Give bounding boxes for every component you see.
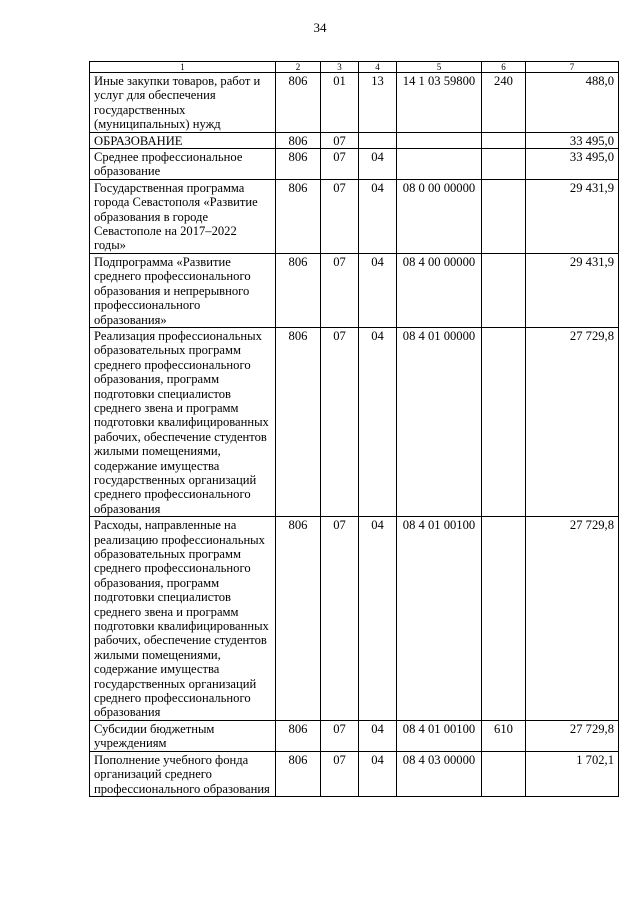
cell-target-article: 08 4 01 00100 (397, 517, 482, 721)
table-row (90, 517, 619, 721)
table-row (90, 132, 619, 148)
cell-admin-code: 806 (276, 253, 321, 327)
cell-subsection: 04 (359, 253, 397, 327)
cell-amount: 29 431,9 (526, 179, 619, 253)
cell-expense-type (482, 179, 526, 253)
column-header: 1 (90, 62, 276, 73)
cell-target-article (397, 149, 482, 180)
cell-target-article: 08 4 03 00000 (397, 751, 482, 796)
cell-subsection (359, 132, 397, 148)
cell-amount: 33 495,0 (526, 132, 619, 148)
cell-subsection: 04 (359, 720, 397, 751)
cell-admin-code: 806 (276, 132, 321, 148)
cell-admin-code: 806 (276, 751, 321, 796)
column-header: 2 (276, 62, 321, 73)
table-header (90, 62, 619, 73)
cell-target-article: 08 0 00 00000 (397, 179, 482, 253)
cell-section: 07 (321, 132, 359, 148)
table-row (90, 73, 619, 133)
table-body (90, 73, 619, 797)
cell-section: 07 (321, 149, 359, 180)
row-name: ОБРАЗОВАНИЕ (90, 132, 276, 148)
table-row (90, 179, 619, 253)
cell-section: 07 (321, 253, 359, 327)
cell-section: 07 (321, 751, 359, 796)
cell-target-article (397, 132, 482, 148)
page-number: 34 (313, 20, 327, 35)
column-header: 5 (397, 62, 482, 73)
cell-admin-code: 806 (276, 720, 321, 751)
cell-section: 07 (321, 720, 359, 751)
cell-subsection: 04 (359, 179, 397, 253)
cell-amount: 29 431,9 (526, 253, 619, 327)
column-header: 4 (359, 62, 397, 73)
row-name: Подпрограмма «Развитие среднего профессионального образования и непрерывного профессионального образования» (90, 253, 276, 327)
cell-expense-type (482, 253, 526, 327)
cell-amount: 488,0 (526, 73, 619, 133)
cell-target-article: 08 4 01 00100 (397, 720, 482, 751)
cell-subsection: 04 (359, 517, 397, 721)
row-name: Пополнение учебного фонда организаций среднего профессионального образования (90, 751, 276, 796)
header-row (90, 62, 619, 73)
row-name: Реализация профессиональных образовательных программ среднего профессионального образования, программ подготовки специалистов среднего звена и программ подготовки квалифицированных рабочих, обеспечение студентов жилыми помещениями, содержание имущества государственных организаций среднего профессионального образования (90, 327, 276, 516)
cell-expense-type (482, 149, 526, 180)
row-name: Расходы, направленные на реализацию профессиональных образовательных программ среднего профессионального образования, программ подготовки специалистов среднего звена и программ подготовки квалифицированных рабочих, обеспечение студентов жилыми помещениями, содержание имущества государственных организаций среднего профессионального образования (90, 517, 276, 721)
table-row (90, 720, 619, 751)
table-row (90, 327, 619, 516)
row-name: Среднее профессиональное образование (90, 149, 276, 180)
cell-amount: 27 729,8 (526, 720, 619, 751)
row-name: Иные закупки товаров, работ и услуг для обеспечения государственных (муниципальных) нужд (90, 73, 276, 133)
cell-admin-code: 806 (276, 73, 321, 133)
cell-expense-type (482, 517, 526, 721)
cell-subsection: 13 (359, 73, 397, 133)
budget-table (89, 61, 619, 797)
cell-section: 07 (321, 517, 359, 721)
row-name: Государственная программа города Севастополя «Развитие образования в городе Севастополе на 2017–2022 годы» (90, 179, 276, 253)
table-row (90, 253, 619, 327)
table-row (90, 751, 619, 796)
cell-amount: 27 729,8 (526, 327, 619, 516)
cell-section: 07 (321, 179, 359, 253)
cell-admin-code: 806 (276, 179, 321, 253)
column-header: 3 (321, 62, 359, 73)
cell-section: 01 (321, 73, 359, 133)
cell-admin-code: 806 (276, 517, 321, 721)
cell-expense-type: 240 (482, 73, 526, 133)
row-name: Субсидии бюджетным учреждениям (90, 720, 276, 751)
cell-amount: 33 495,0 (526, 149, 619, 180)
table-row (90, 149, 619, 180)
cell-admin-code: 806 (276, 327, 321, 516)
cell-subsection: 04 (359, 751, 397, 796)
cell-expense-type: 610 (482, 720, 526, 751)
cell-subsection: 04 (359, 327, 397, 516)
cell-amount: 27 729,8 (526, 517, 619, 721)
cell-amount: 1 702,1 (526, 751, 619, 796)
cell-subsection: 04 (359, 149, 397, 180)
cell-expense-type (482, 751, 526, 796)
cell-target-article: 08 4 01 00000 (397, 327, 482, 516)
cell-admin-code: 806 (276, 149, 321, 180)
cell-expense-type (482, 327, 526, 516)
cell-target-article: 08 4 00 00000 (397, 253, 482, 327)
cell-expense-type (482, 132, 526, 148)
column-header: 7 (526, 62, 619, 73)
column-header: 6 (482, 62, 526, 73)
cell-section: 07 (321, 327, 359, 516)
cell-target-article: 14 1 03 59800 (397, 73, 482, 133)
